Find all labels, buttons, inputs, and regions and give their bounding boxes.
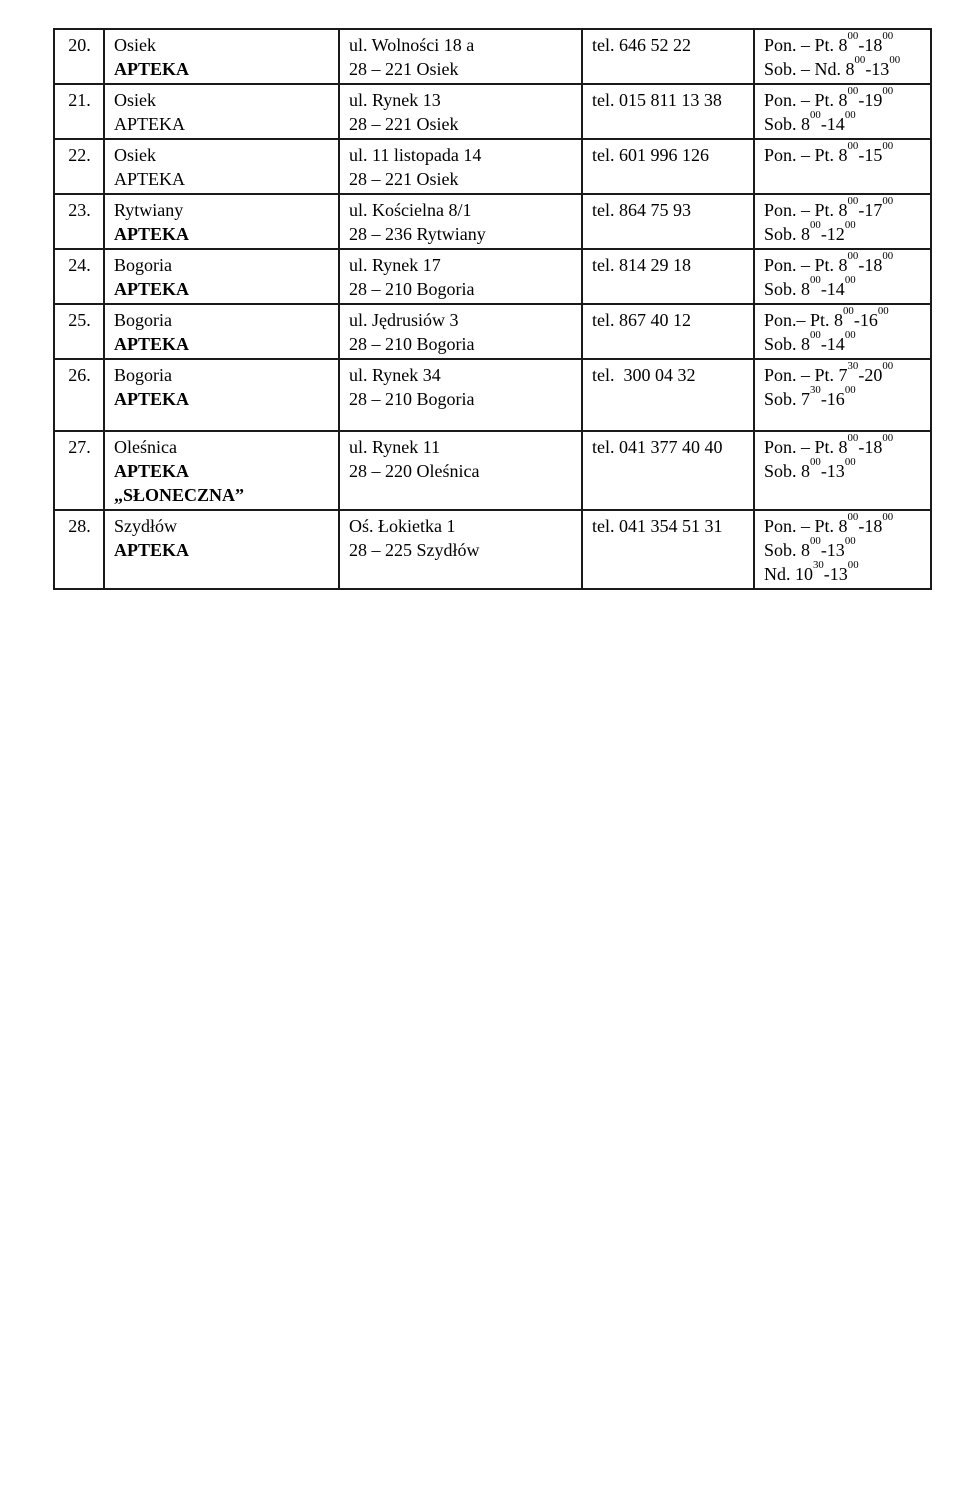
address-line: ul. Kościelna 8/1: [349, 200, 472, 220]
row-number: 25.: [54, 304, 104, 359]
hours-line: Sob. $8^{00}-13^{00}$: [764, 455, 856, 481]
hours-line: Pon. – Pt. $7^{30}-20^{00}$: [764, 359, 894, 385]
row-number: 26.: [54, 359, 104, 431]
hours-superscript: 00: [810, 273, 821, 286]
hours-superscript: 00: [843, 304, 854, 317]
hours-superscript: 00: [810, 218, 821, 231]
hours-superscript: 30: [847, 359, 859, 372]
table-row: [54, 304, 931, 359]
pharmacy-name-line: APTEKA: [114, 540, 190, 560]
address-line: 28 – 221 Osiek: [349, 59, 459, 79]
hours-line: Sob. – Nd. $8^{00}-13^{00}$: [764, 53, 901, 79]
pharmacy-name-cell: [104, 304, 339, 359]
hours-superscript: 00: [882, 139, 894, 152]
hours-cell: [754, 249, 931, 304]
hours-cell: [754, 431, 931, 510]
phone-cell: tel. 814 29 18: [582, 249, 754, 304]
hours-superscript: 00: [844, 218, 856, 231]
pharmacy-name-line: APTEKA: [114, 114, 185, 134]
phone-cell: tel. 864 75 93: [582, 194, 754, 249]
hours-cell: [754, 139, 931, 194]
address-line: ul. Wolności 18 a: [349, 35, 475, 55]
hours-superscript: 00: [854, 53, 866, 66]
hours-line: Sob. $8^{00}-14^{00}$: [764, 108, 856, 134]
pharmacy-table: [53, 28, 932, 590]
phone-cell: tel. 601 996 126: [582, 139, 754, 194]
hours-superscript: 00: [847, 558, 859, 571]
hours-superscript: 00: [882, 249, 894, 262]
pharmacy-name-line: Bogoria: [114, 255, 172, 275]
hours-superscript: 00: [847, 84, 859, 97]
hours-superscript: 00: [844, 534, 856, 547]
phone-cell: tel. 867 40 12: [582, 304, 754, 359]
address-cell: [339, 29, 582, 84]
pharmacy-name-cell: [104, 359, 339, 431]
address-line: ul. Rynek 13: [349, 90, 441, 110]
hours-superscript: 00: [877, 304, 889, 317]
hours-cell: [754, 359, 931, 431]
phone-cell: tel. 015 811 13 38: [582, 84, 754, 139]
row-number: 22.: [54, 139, 104, 194]
address-line: 28 – 220 Oleśnica: [349, 461, 480, 481]
pharmacy-name-line: Osiek: [114, 90, 156, 110]
hours-superscript: 00: [882, 510, 894, 523]
hours-superscript: 00: [810, 455, 821, 468]
hours-line: Pon. – Pt. $8^{00}-18^{00}$: [764, 29, 894, 55]
address-cell: [339, 510, 582, 589]
pharmacy-name-cell: [104, 510, 339, 589]
pharmacy-name-line: APTEKA: [114, 279, 190, 299]
row-number: 27.: [54, 431, 104, 510]
hours-superscript: 00: [882, 359, 894, 372]
hours-line: Pon. – Pt. $8^{00}-18^{00}$: [764, 249, 894, 275]
phone-cell: tel. 646 52 22: [582, 29, 754, 84]
address-line: ul. Jędrusiów 3: [349, 310, 459, 330]
phone-cell: tel. 300 04 32: [582, 359, 754, 431]
phone-cell: tel. 041 354 51 31: [582, 510, 754, 589]
address-line: 28 – 225 Szydłów: [349, 540, 480, 560]
pharmacy-name-line: Bogoria: [114, 365, 172, 385]
address-line: Oś. Łokietka 1: [349, 516, 456, 536]
phone-cell: tel. 041 377 40 40: [582, 431, 754, 510]
address-line: 28 – 221 Osiek: [349, 169, 459, 189]
hours-line: Sob. $8^{00}-14^{00}$: [764, 328, 856, 354]
pharmacy-name-cell: [104, 249, 339, 304]
hours-superscript: 30: [813, 558, 824, 571]
address-line: 28 – 210 Bogoria: [349, 389, 475, 409]
hours-superscript: 00: [889, 53, 901, 66]
pharmacy-table-body: [54, 29, 931, 589]
address-line: 28 – 236 Rytwiany: [349, 224, 486, 244]
hours-line: Pon. – Pt. $8^{00}-19^{00}$: [764, 84, 894, 110]
row-number: 21.: [54, 84, 104, 139]
hours-cell: [754, 510, 931, 589]
address-cell: [339, 84, 582, 139]
pharmacy-name-cell: [104, 84, 339, 139]
hours-superscript: 00: [847, 431, 859, 444]
hours-line: Pon. – Pt. $8^{00}-17^{00}$: [764, 194, 894, 220]
table-row: [54, 84, 931, 139]
hours-cell: [754, 29, 931, 84]
address-line: 28 – 210 Bogoria: [349, 334, 475, 354]
hours-line: Pon. – Pt. $8^{00}-18^{00}$: [764, 510, 894, 536]
hours-cell: [754, 84, 931, 139]
row-number: 20.: [54, 29, 104, 84]
pharmacy-name-line: APTEKA: [114, 389, 190, 409]
table-row: [54, 510, 931, 589]
hours-superscript: 00: [847, 139, 859, 152]
address-line: ul. Rynek 11: [349, 437, 441, 457]
pharmacy-name-line: „SŁONECZNA”: [114, 485, 245, 505]
table-row: [54, 431, 931, 510]
hours-superscript: 00: [810, 534, 821, 547]
address-line: 28 – 221 Osiek: [349, 114, 459, 134]
address-cell: [339, 431, 582, 510]
pharmacy-name-cell: [104, 29, 339, 84]
hours-superscript: 00: [847, 510, 859, 523]
hours-line: Sob. $7^{30}-16^{00}$: [764, 383, 856, 409]
hours-cell: [754, 194, 931, 249]
table-row: [54, 359, 931, 431]
pharmacy-name-cell: [104, 139, 339, 194]
hours-superscript: 00: [847, 29, 859, 42]
hours-cell: [754, 304, 931, 359]
hours-line: Pon. – Pt. $8^{00}-15^{00}$: [764, 139, 894, 165]
pharmacy-name-line: Osiek: [114, 145, 156, 165]
hours-superscript: 00: [844, 383, 856, 396]
pharmacy-name-line: Osiek: [114, 35, 156, 55]
hours-superscript: 00: [847, 194, 859, 207]
hours-superscript: 00: [847, 249, 859, 262]
hours-line: Nd. $10^{30}-13^{00}$: [764, 558, 859, 584]
address-cell: [339, 139, 582, 194]
row-number: 23.: [54, 194, 104, 249]
hours-superscript: 00: [844, 273, 856, 286]
pharmacy-name-line: APTEKA: [114, 169, 185, 189]
hours-superscript: 00: [882, 194, 894, 207]
hours-line: Sob. $8^{00}-13^{00}$: [764, 534, 856, 560]
pharmacy-name-line: APTEKA: [114, 461, 190, 481]
pharmacy-name-line: APTEKA: [114, 334, 190, 354]
hours-line: Sob. $8^{00}-12^{00}$: [764, 218, 856, 244]
hours-line: Sob. $8^{00}-14^{00}$: [764, 273, 856, 299]
address-line: 28 – 210 Bogoria: [349, 279, 475, 299]
table-row: [54, 139, 931, 194]
hours-superscript: 00: [844, 455, 856, 468]
table-row: [54, 29, 931, 84]
hours-superscript: 30: [810, 383, 821, 396]
hours-superscript: 00: [882, 431, 894, 444]
address-cell: [339, 359, 582, 431]
pharmacy-name-cell: [104, 194, 339, 249]
hours-line: Pon. – Pt. $8^{00}-18^{00}$: [764, 431, 894, 457]
address-line: ul. Rynek 34: [349, 365, 441, 385]
address-line: ul. 11 listopada 14: [349, 145, 482, 165]
pharmacy-name-cell: [104, 431, 339, 510]
row-number: 28.: [54, 510, 104, 589]
hours-line: Pon.– Pt. $8^{00}-16^{00}$: [764, 304, 889, 330]
address-cell: [339, 194, 582, 249]
address-cell: [339, 304, 582, 359]
hours-superscript: 00: [844, 108, 856, 121]
hours-superscript: 00: [844, 328, 856, 341]
table-row: [54, 194, 931, 249]
hours-superscript: 00: [882, 29, 894, 42]
table-row: [54, 249, 931, 304]
pharmacy-name-line: Bogoria: [114, 310, 172, 330]
address-cell: [339, 249, 582, 304]
pharmacy-name-line: APTEKA: [114, 224, 190, 244]
row-number: 24.: [54, 249, 104, 304]
pharmacy-name-line: Oleśnica: [114, 437, 177, 457]
pharmacy-name-line: APTEKA: [114, 59, 190, 79]
hours-superscript: 00: [882, 84, 894, 97]
hours-superscript: 00: [810, 328, 821, 341]
address-line: ul. Rynek 17: [349, 255, 441, 275]
pharmacy-name-line: Szydłów: [114, 516, 177, 536]
hours-superscript: 00: [810, 108, 821, 121]
pharmacy-name-line: Rytwiany: [114, 200, 184, 220]
